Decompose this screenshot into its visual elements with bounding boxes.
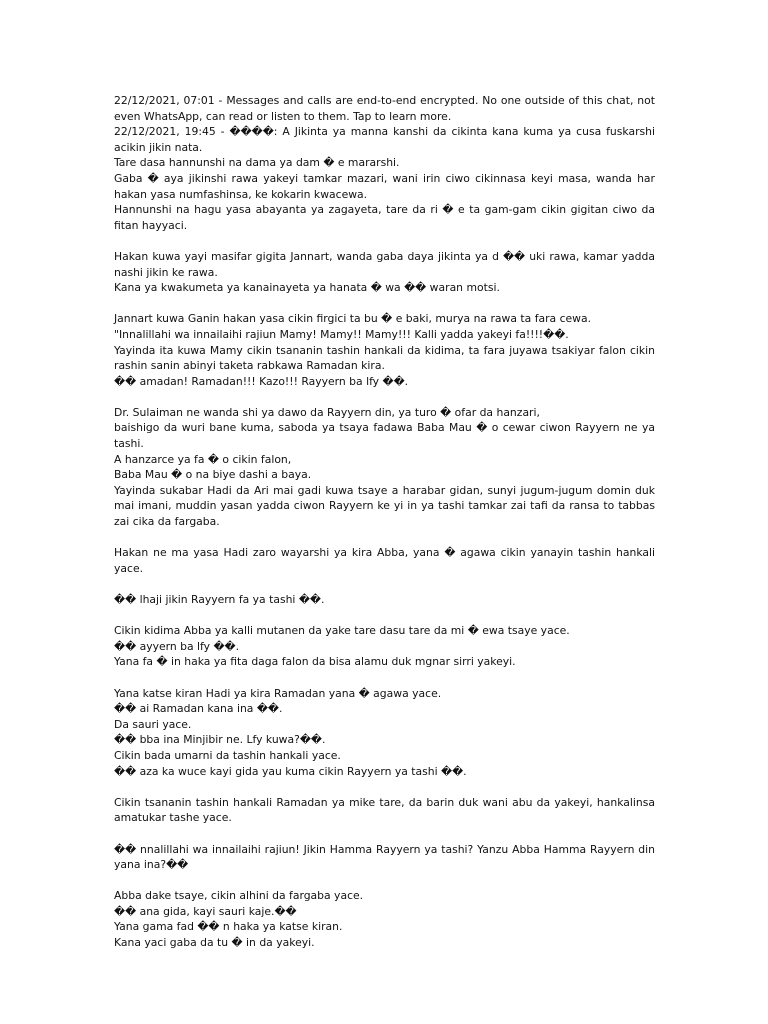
paragraph — [114, 842, 655, 873]
text-line: Baba Mau � o na biye dashi a baya. — [114, 468, 312, 482]
text-line: �� lhaji jikin Rayyern fa ya tashi ��. — [114, 593, 325, 606]
text-line: Yana gama fad �� n haka ya katse kiran. — [114, 920, 343, 934]
text-line: �� ana gida, kayi sauri kaje.�� — [114, 904, 297, 918]
text-line: Abba dake tsaye, cikin alhini da fargaba yace. — [114, 889, 364, 903]
text-line: Jannart kuwa Ganin hakan yasa cikin firgici ta bu � e baki, murya na rawa ta fara cewa. — [114, 312, 592, 326]
paragraph — [114, 686, 655, 780]
text-line: �� bba ina Minjibir ne. Lfy kuwa?��. — [114, 733, 326, 747]
text-line: Yana fa � in haka ya fita daga falon da bisa alamu duk mgnar sirri yakeyi. — [114, 655, 516, 669]
paragraph — [114, 93, 655, 233]
text-line: �� nnalillahi wa innailaihi rajiun! Jikin Hamma Rayyern ya tashi? Yanzu Abba Hamma Rayyern din yana ina?�� — [114, 842, 655, 872]
text-line: Yayinda ita kuwa Mamy cikin tsananin tashin hankali da kidima, ta fara juyawa tsakiyar falon cikin rashin sanin abinyi taketa rabkawa Ramadan kira. — [114, 343, 655, 373]
text-line: �� aza ka wuce kayi gida yau kuma cikin Rayyern ya tashi ��. — [114, 764, 467, 778]
paragraph — [114, 405, 655, 530]
text-line: Yana katse kiran Hadi ya kira Ramadan yana � agawa yace. — [114, 686, 442, 700]
paragraph — [114, 623, 655, 670]
text-line: Hannunshi na hagu yasa abayanta ya zagayeta, tare da ri � e ta gam-gam cikin gigitan ciwo da fitan hayyaci. — [114, 203, 655, 232]
paragraph — [114, 545, 655, 576]
text-line: Dr. Sulaiman ne wanda shi ya dawo da Rayyern din, ya turo � ofar da hanzari, — [114, 405, 540, 419]
chat-export-document — [114, 93, 655, 966]
text-line: Yayinda sukabar Hadi da Ari mai gadi kuwa tsaye a harabar gidan, sunyi jugum-jugum domin duk mai imani, muddin yasan yadda ciwon Rayyern ke yi in ya tashi tamkar zai tafi da ransa to tabbas zai cika da fargaba. — [114, 483, 655, 529]
text-line: �� ai Ramadan kana ina ��. — [114, 702, 283, 716]
text-line: Kana yaci gaba da tu � in da yakeyi. — [114, 936, 315, 950]
text-line: "Innalillahi wa innailaihi rajiun Mamy! Mamy!! Mamy!!! Kalli yadda yakeyi fa!!!!��. — [114, 327, 569, 341]
text-line: Cikin tsananin tashin hankali Ramadan ya mike tare, da barin duk wani abu da yakeyi, hankalinsa amatukar tashe yace. — [114, 795, 655, 825]
paragraph — [114, 888, 655, 950]
text-line: �� amadan! Ramadan!!! Kazo!!! Rayyern ba lfy ��. — [114, 374, 409, 388]
text-line: 22/12/2021, 19:45 - ����: A Jikinta ya manna kanshi da cikinta kana kuma ya cusa fuskarshi acikin jikin nata. — [114, 125, 655, 154]
text-line: Cikin bada umarni da tashin hankali yace. — [114, 748, 341, 762]
text-line: Hakan kuwa yayi masifar gigita Jannart, wanda gaba daya jikinta ya d �� uki rawa, kamar yadda nashi jikin ke rawa. — [114, 249, 655, 279]
text-line: A hanzarce ya fa � o cikin falon, — [114, 452, 292, 466]
text-line: Cikin kidima Abba ya kalli mutanen da yake tare dasu tare da mi � ewa tsaye yace. — [114, 624, 570, 638]
text-line: 22/12/2021, 07:01 - Messages and calls are end-to-end encrypted. No one outside of this chat, not even WhatsApp, can read or listen to them. Tap to learn more. — [114, 94, 655, 123]
text-line: Hakan ne ma yasa Hadi zaro wayarshi ya kira Abba, yana � agawa cikin yanayin tashin hankali yace. — [114, 546, 655, 575]
paragraph — [114, 592, 655, 608]
text-line: baishigo da wuri bane kuma, saboda ya tsaya fadawa Baba Mau � o cewar ciwon Rayyern ne ya tashi. — [114, 421, 655, 451]
text-line: Da sauri yace. — [114, 717, 192, 731]
text-line: Kana ya kwakumeta ya kanainayeta ya hanata � wa �� waran motsi. — [114, 281, 500, 295]
text-line: Gaba � aya jikinshi rawa yakeyi tamkar mazari, wani irin ciwo cikinnasa keyi masa, wanda har hakan yasa numfashinsa, ke kokarin kwacewa. — [114, 171, 655, 201]
paragraph — [114, 311, 655, 389]
paragraph — [114, 249, 655, 296]
text-line: �� ayyern ba lfy ��. — [114, 639, 240, 653]
text-line: Tare dasa hannunshi na dama ya dam � e mararshi. — [114, 156, 400, 170]
paragraph — [114, 795, 655, 826]
